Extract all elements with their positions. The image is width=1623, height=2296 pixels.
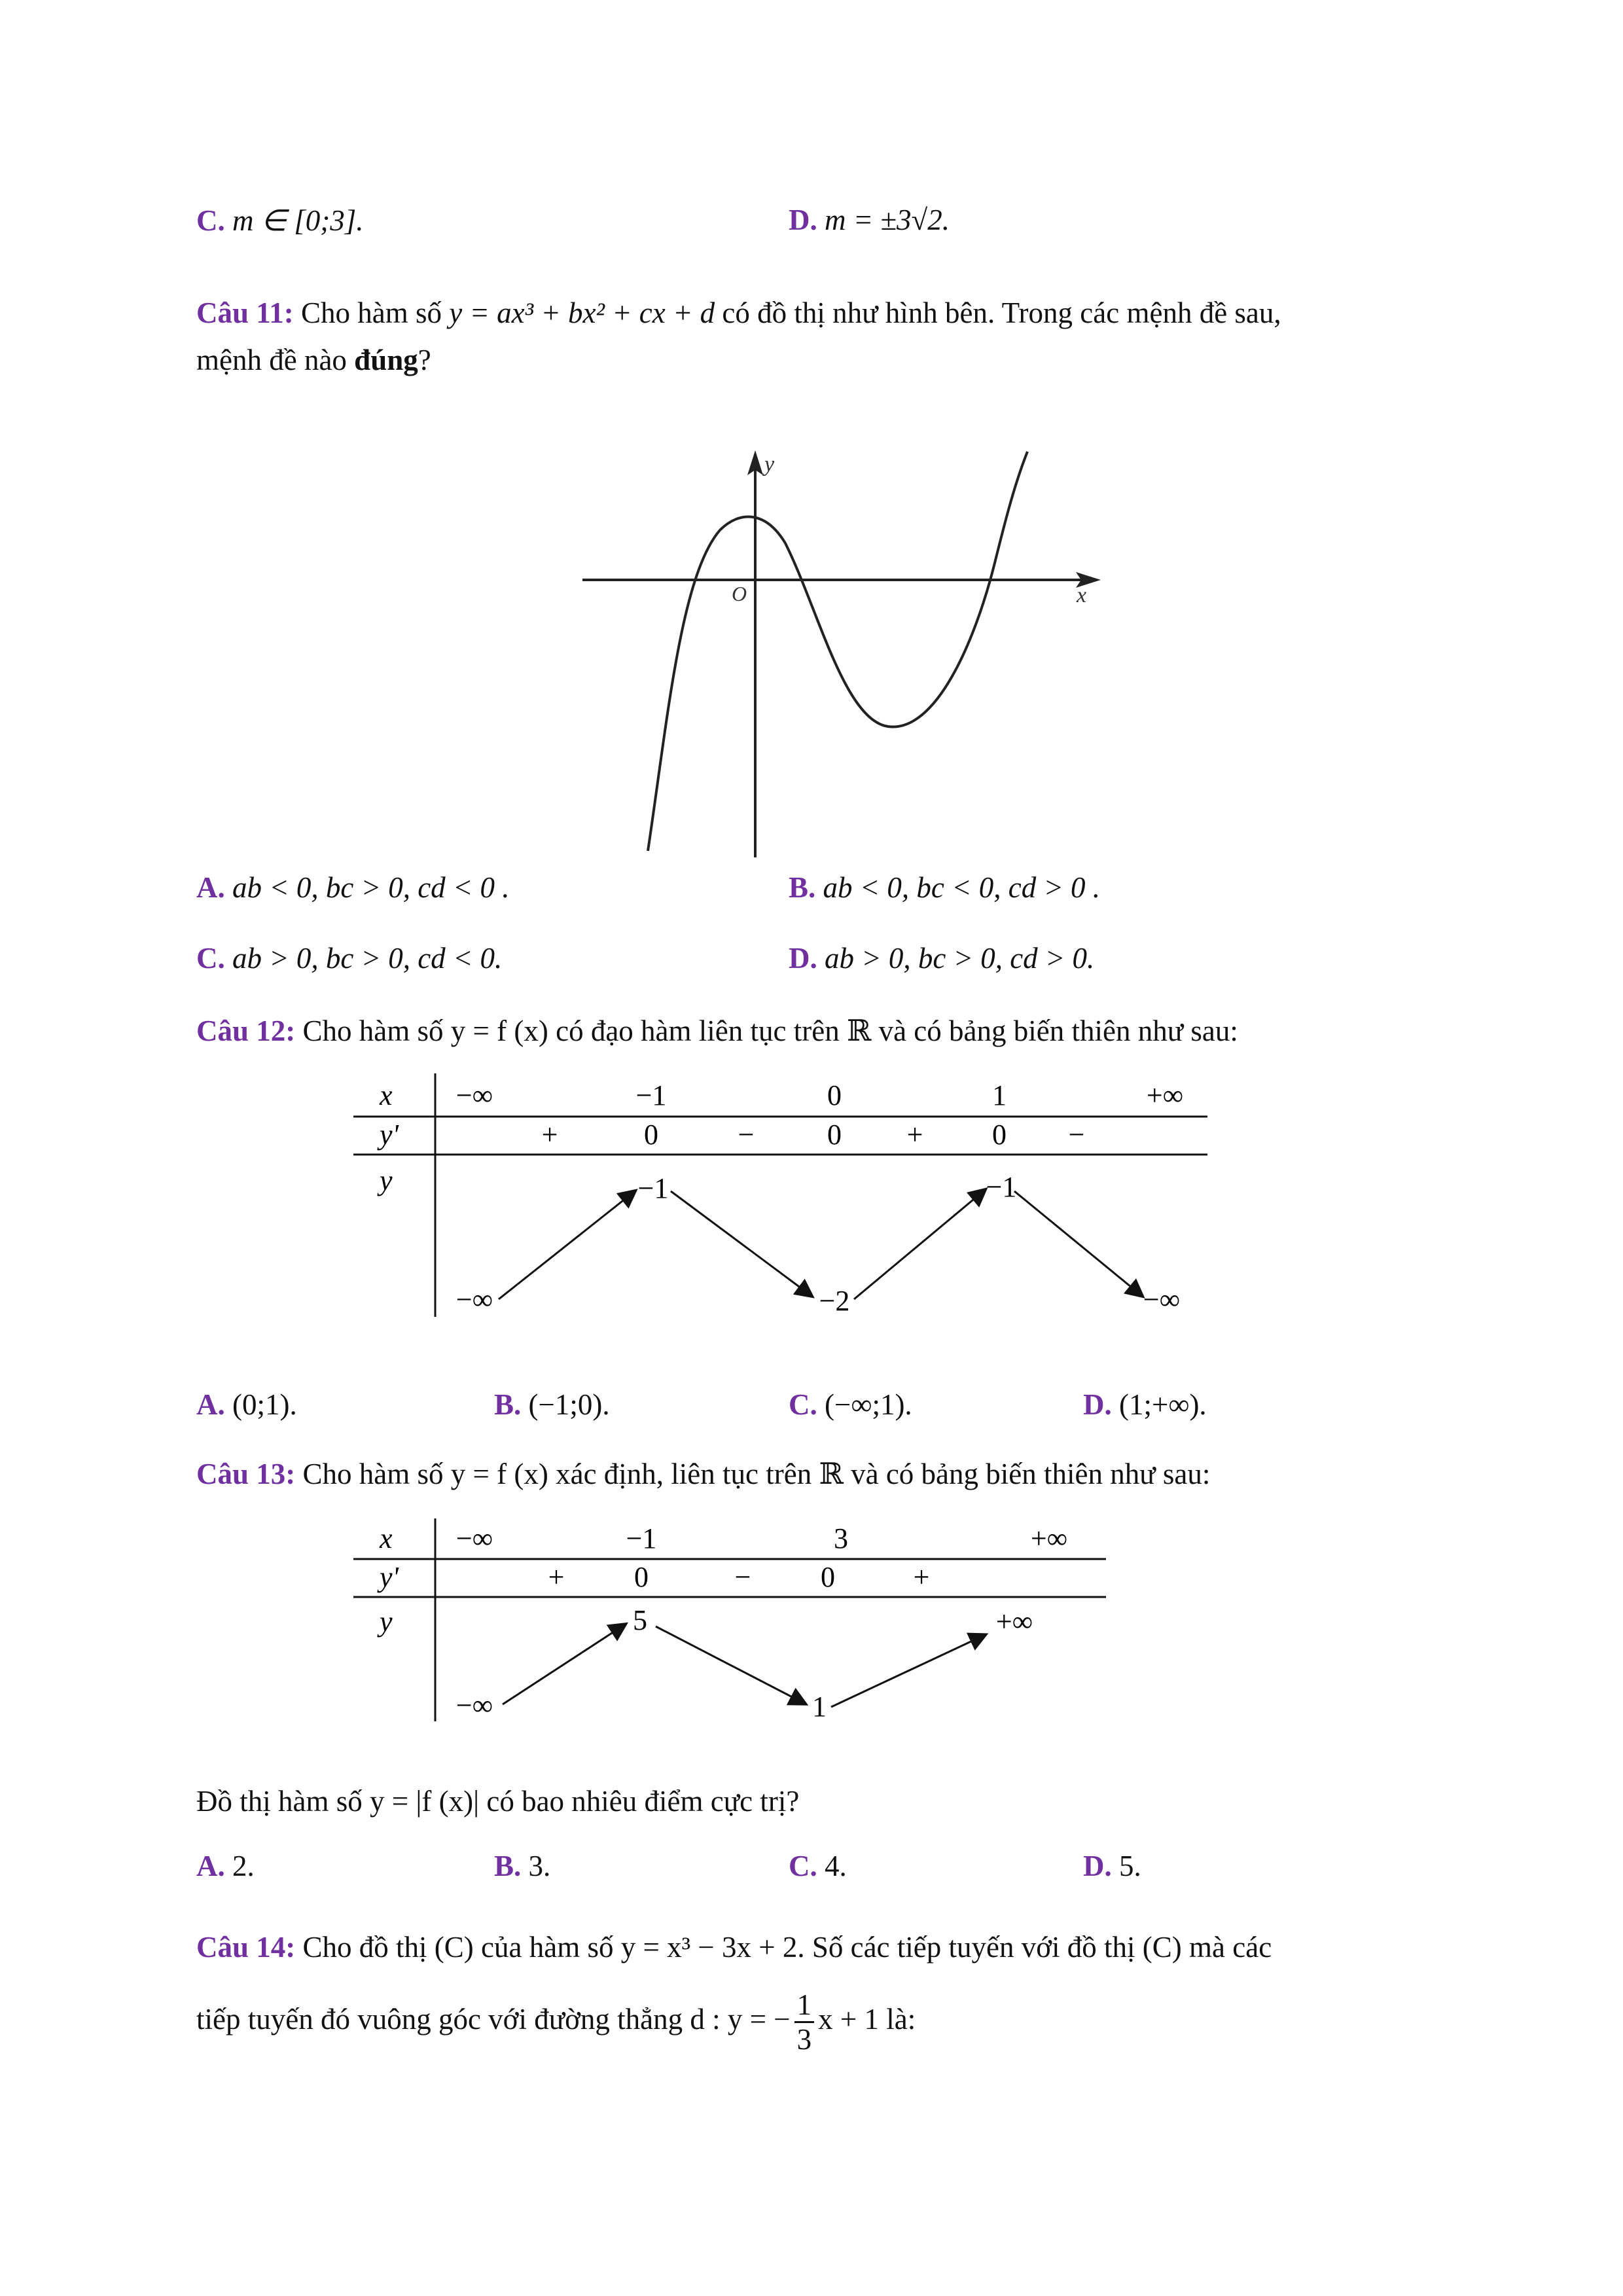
q11-option-d bbox=[789, 941, 1094, 975]
yp-value: 0 bbox=[827, 1119, 842, 1151]
q10-option-c bbox=[196, 203, 363, 238]
q11-stem-line1 bbox=[196, 293, 1281, 332]
q12-option-a bbox=[196, 1388, 297, 1422]
increase-arrow bbox=[854, 1190, 985, 1299]
stem-text: mệnh đề nào bbox=[196, 344, 347, 376]
increase-arrow bbox=[499, 1191, 635, 1299]
option-label: C. bbox=[789, 1850, 817, 1882]
y-row-label: y bbox=[380, 1605, 393, 1638]
option-label: D. bbox=[789, 942, 817, 975]
fraction-denominator: 3 bbox=[796, 2023, 812, 2056]
q11-option-b bbox=[789, 870, 1100, 905]
yp-row-label: y' bbox=[380, 1561, 399, 1593]
option-label: D. bbox=[789, 204, 817, 236]
q13-option-b bbox=[494, 1849, 550, 1883]
x-row-label: x bbox=[380, 1079, 393, 1111]
option-text: 3. bbox=[528, 1850, 551, 1882]
option-label: C. bbox=[196, 204, 225, 237]
yp-value: + bbox=[541, 1119, 558, 1151]
question-label: Câu 14: bbox=[196, 1931, 296, 1964]
y-row-label: y bbox=[380, 1164, 393, 1196]
option-text: (1;+∞). bbox=[1119, 1388, 1207, 1421]
y-value: −2 bbox=[819, 1285, 850, 1317]
origin-label: O bbox=[732, 582, 747, 605]
x-value: −∞ bbox=[455, 1522, 493, 1554]
option-text: 4. bbox=[825, 1850, 847, 1882]
yp-value: + bbox=[906, 1119, 923, 1151]
question-text: Đồ thị hàm số y = |f (x)| có bao nhiêu điểm cực trị? bbox=[196, 1785, 800, 1818]
y-value: 5 bbox=[633, 1604, 647, 1636]
y-value: −∞ bbox=[455, 1283, 493, 1316]
question-intro: Cho hàm số bbox=[301, 296, 442, 329]
option-label: A. bbox=[196, 1388, 225, 1421]
fraction bbox=[794, 1988, 815, 2056]
yp-value: − bbox=[1068, 1119, 1085, 1151]
y-value: 1 bbox=[812, 1691, 827, 1723]
increase-arrow bbox=[503, 1624, 625, 1704]
q13-option-a bbox=[196, 1849, 255, 1883]
q13-option-d bbox=[1083, 1849, 1141, 1883]
yp-value: 0 bbox=[821, 1561, 835, 1593]
q12-option-b bbox=[494, 1388, 610, 1422]
q11-option-a bbox=[196, 870, 510, 905]
x-value: −1 bbox=[635, 1079, 667, 1111]
q12-option-c bbox=[789, 1388, 912, 1422]
option-text: (0;1). bbox=[232, 1388, 297, 1421]
x-value: +∞ bbox=[1146, 1079, 1184, 1111]
y-value: +∞ bbox=[995, 1605, 1033, 1638]
y-value: −1 bbox=[637, 1172, 669, 1204]
option-text: 2. bbox=[232, 1850, 255, 1882]
x-value: +∞ bbox=[1030, 1522, 1068, 1554]
yp-row-label: y' bbox=[380, 1119, 399, 1151]
option-text: m = ±3√2. bbox=[825, 204, 950, 236]
q12-stem bbox=[196, 1011, 1238, 1050]
yp-value: − bbox=[738, 1119, 755, 1151]
option-text: ab < 0, bc > 0, cd < 0 . bbox=[232, 871, 510, 904]
q10-option-d bbox=[789, 203, 950, 237]
decrease-arrow bbox=[671, 1191, 812, 1296]
option-text: ab > 0, bc > 0, cd < 0. bbox=[232, 942, 503, 975]
q13-question bbox=[196, 1782, 799, 1821]
option-label: C. bbox=[789, 1388, 817, 1421]
option-label: D. bbox=[1083, 1850, 1112, 1882]
y-value: −∞ bbox=[455, 1689, 493, 1721]
option-text: (−∞;1). bbox=[825, 1388, 912, 1421]
cubic-curve bbox=[648, 452, 1027, 851]
q12-option-d bbox=[1083, 1388, 1207, 1422]
x-value: 0 bbox=[827, 1079, 842, 1111]
option-text: (−1;0). bbox=[528, 1388, 610, 1421]
x-value: −∞ bbox=[455, 1079, 493, 1111]
option-label: B. bbox=[494, 1850, 522, 1882]
increase-arrow bbox=[831, 1635, 985, 1707]
option-text: m ∈ [0;3]. bbox=[232, 204, 364, 237]
option-text: 5. bbox=[1119, 1850, 1141, 1882]
fraction-numerator: 1 bbox=[794, 1988, 815, 2023]
q11-option-c bbox=[196, 941, 502, 975]
x-value: −1 bbox=[626, 1522, 657, 1554]
option-label: A. bbox=[196, 871, 225, 904]
stem-punct: ? bbox=[418, 344, 431, 376]
decrease-arrow bbox=[656, 1626, 805, 1704]
question-text: Cho hàm số y = f (x) có đạo hàm liên tục trên ℝ và có bảng biến thiên như sau: bbox=[302, 1014, 1238, 1047]
y-value: −∞ bbox=[1143, 1283, 1181, 1316]
question-formula: y = ax³ + bx² + cx + d bbox=[449, 296, 715, 329]
q13-stem bbox=[196, 1454, 1210, 1494]
q11-cubic-graph bbox=[569, 445, 1106, 864]
question-after-formula: có đồ thị như hình bên. Trong các mệnh đề sau, bbox=[722, 296, 1281, 329]
option-text: ab > 0, bc > 0, cd > 0. bbox=[825, 942, 1095, 975]
option-label: B. bbox=[494, 1388, 522, 1421]
question-label: Câu 11: bbox=[196, 296, 294, 329]
option-text: ab < 0, bc < 0, cd > 0 . bbox=[823, 871, 1101, 904]
y-value: −1 bbox=[986, 1171, 1017, 1203]
q14-stem-line1 bbox=[196, 1928, 1272, 1967]
q13-variation-table bbox=[353, 1518, 1119, 1728]
x-row-label: x bbox=[380, 1522, 393, 1554]
x-value: 3 bbox=[834, 1522, 848, 1554]
option-label: D. bbox=[1083, 1388, 1112, 1421]
q11-stem-line2 bbox=[196, 340, 431, 380]
yp-value: + bbox=[913, 1561, 930, 1593]
x-axis-label: x bbox=[1077, 583, 1087, 607]
question-text: tiếp tuyến đó vuông góc với đường thẳng d : y = − bbox=[196, 2003, 791, 2036]
decrease-arrow bbox=[1014, 1191, 1142, 1296]
question-label: Câu 12: bbox=[196, 1014, 296, 1047]
q12-variation-table bbox=[353, 1073, 1217, 1322]
question-text: Cho hàm số y = f (x) xác định, liên tục trên ℝ và có bảng biến thiên như sau: bbox=[302, 1458, 1211, 1490]
option-label: A. bbox=[196, 1850, 225, 1882]
yp-value: 0 bbox=[634, 1561, 649, 1593]
option-label: C. bbox=[196, 942, 225, 975]
yp-value: 0 bbox=[992, 1119, 1007, 1151]
question-text: Cho đồ thị (C) của hàm số y = x³ − 3x + 2. Số các tiếp tuyến với đồ thị (C) mà các bbox=[302, 1931, 1272, 1964]
yp-value: 0 bbox=[644, 1119, 658, 1151]
x-value: 1 bbox=[992, 1079, 1007, 1111]
stem-bold: đúng bbox=[354, 344, 418, 376]
q14-stem-line2 bbox=[196, 1983, 916, 2056]
q13-option-c bbox=[789, 1849, 847, 1883]
yp-value: + bbox=[548, 1561, 565, 1593]
question-text: x + 1 là: bbox=[818, 2003, 916, 2036]
option-label: B. bbox=[789, 871, 816, 904]
question-label: Câu 13: bbox=[196, 1458, 296, 1490]
yp-value: − bbox=[734, 1561, 751, 1593]
y-axis-label: y bbox=[764, 452, 775, 476]
